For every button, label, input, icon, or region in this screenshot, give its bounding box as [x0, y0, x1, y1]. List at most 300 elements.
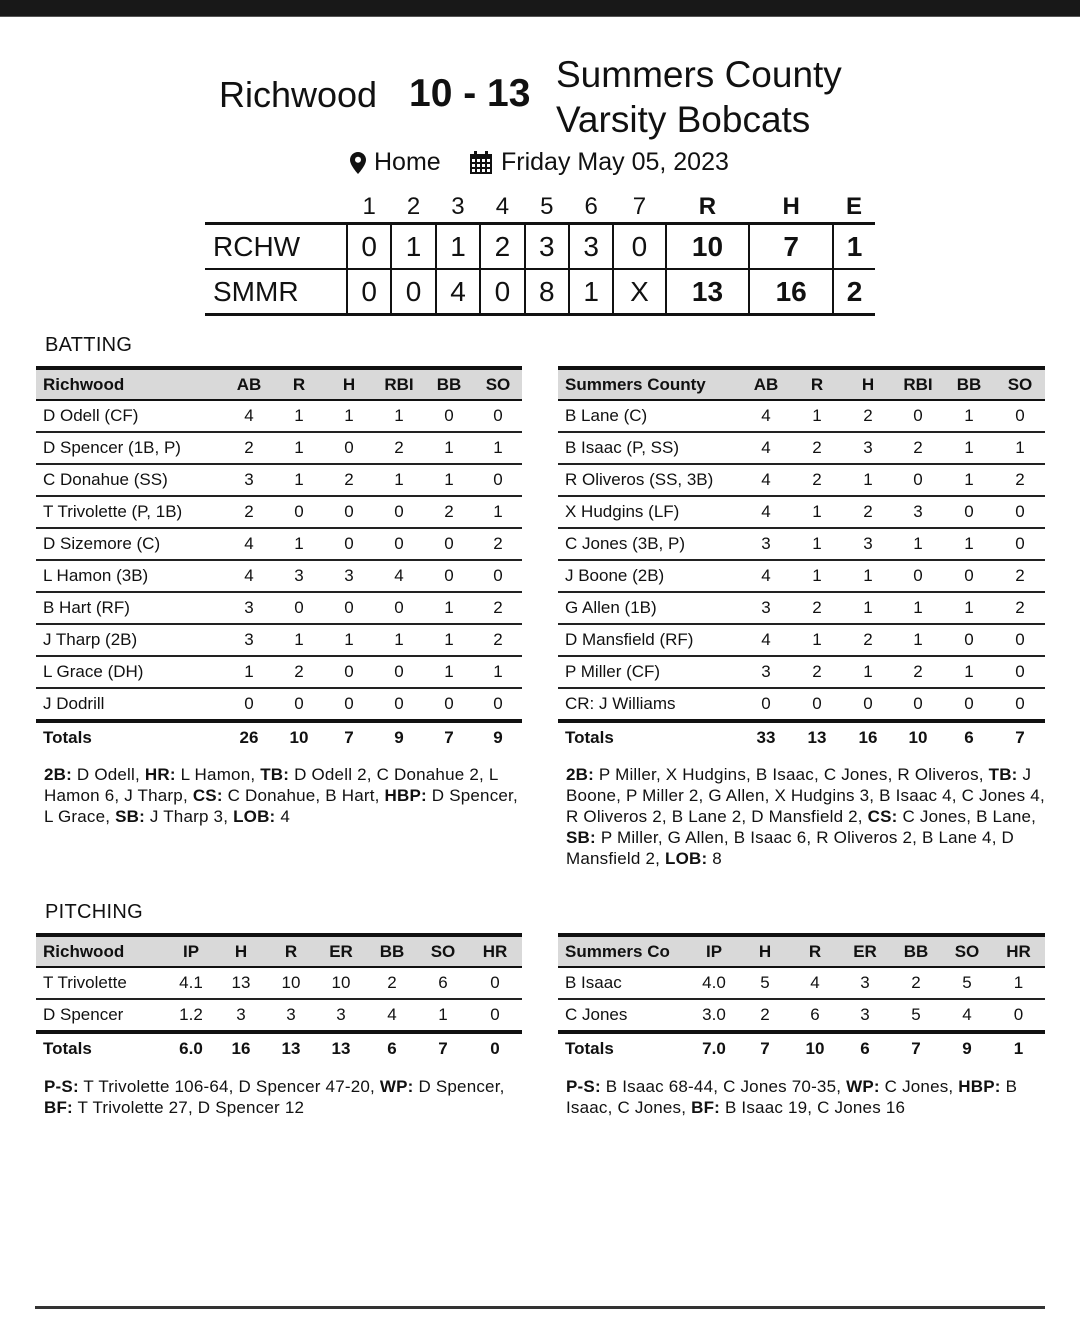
note-text: D Odell, [72, 765, 145, 784]
stat-cell: 4 [790, 967, 840, 999]
stat-header-ip: IP [688, 935, 740, 967]
inning-score: 2 [480, 224, 524, 270]
inning-score: 0 [347, 224, 391, 270]
totals-cell: 7 [438, 1039, 448, 1058]
note-text: 8 [707, 849, 722, 868]
stat-cell: 0 [992, 999, 1045, 1032]
note-text: B Isaac, C Jones, [566, 1077, 1018, 1117]
stat-cell: 2 [843, 400, 893, 432]
stat-cell: 0 [893, 688, 943, 721]
player-name: B Hart (RF) [36, 592, 224, 624]
stat-cell: 0 [274, 496, 324, 528]
stat-header-row [558, 935, 1045, 967]
home-team-name-line2: Varsity Bobcats [556, 99, 811, 140]
note-label: CS: [192, 786, 223, 805]
stat-cell: 0 [893, 560, 943, 592]
stat-header-rbi: RBI [893, 368, 943, 400]
stat-cell: 0 [424, 560, 474, 592]
player-name: B Lane (C) [558, 400, 741, 432]
stat-cell: 1 [324, 624, 374, 656]
note-text: B Isaac 68-44, C Jones 70-35, [600, 1077, 847, 1096]
stat-cell: 2 [366, 967, 418, 999]
stat-cell: 0 [943, 688, 995, 721]
stat-cell: 3.0 [688, 999, 740, 1032]
stat-cell: 0 [943, 496, 995, 528]
inning-header: 4 [495, 193, 510, 220]
linescore-header-row [205, 192, 875, 224]
totals-label: Totals [565, 728, 614, 747]
stat-cell: 0 [474, 688, 522, 721]
totals-row [558, 721, 1045, 753]
runs-total: 10 [666, 224, 750, 270]
map-pin-icon [350, 152, 366, 174]
linescore-row-away [205, 224, 875, 270]
stat-cell: 4.1 [166, 967, 216, 999]
stat-cell: 1 [474, 432, 522, 464]
inning-score: 3 [569, 224, 613, 270]
stat-cell: 1 [424, 624, 474, 656]
stat-cell: 1 [943, 400, 995, 432]
note-text: C Jones, [879, 1077, 959, 1096]
stat-cell: 1 [224, 656, 274, 688]
home-team-name-line1: Summers County [556, 54, 842, 95]
note-label: SB: [115, 807, 145, 826]
stat-cell: 3 [316, 999, 366, 1032]
inning-score: 0 [613, 224, 665, 270]
inning-score: 1 [391, 224, 435, 270]
player-row [558, 999, 1045, 1032]
stat-cell: 0 [995, 496, 1045, 528]
stat-cell: 0 [943, 560, 995, 592]
stat-cell: 1 [374, 464, 424, 496]
player-name: X Hudgins (LF) [558, 496, 741, 528]
stat-cell: 0 [995, 624, 1045, 656]
player-row [558, 400, 1045, 432]
stat-cell: 0 [324, 592, 374, 624]
stat-header-h: H [740, 935, 790, 967]
player-name: L Hamon (3B) [36, 560, 224, 592]
player-name: D Odell (CF) [36, 400, 224, 432]
player-name: D Spencer (1B, P) [36, 432, 224, 464]
stat-cell: 0 [374, 688, 424, 721]
stat-header-so: SO [418, 935, 468, 967]
stat-header-ab: AB [224, 368, 274, 400]
stat-cell: 1 [474, 656, 522, 688]
note-label: WP: [379, 1077, 414, 1096]
player-row [36, 688, 522, 721]
stat-cell: 5 [942, 967, 992, 999]
stat-cell: 0 [474, 400, 522, 432]
stat-cell: 4 [224, 560, 274, 592]
stat-cell: 10 [266, 967, 316, 999]
stat-cell: 0 [274, 592, 324, 624]
stat-cell: 1 [943, 464, 995, 496]
errors-header: E [846, 193, 863, 220]
inning-score: 0 [347, 269, 391, 315]
linescore-team: SMMR [205, 269, 347, 315]
inning-score: X [613, 269, 665, 315]
stat-cell: 1 [274, 528, 324, 560]
batting-table-home [558, 366, 1045, 753]
stat-cell: 1 [424, 432, 474, 464]
stat-cell: 3 [741, 656, 791, 688]
stat-cell: 1 [893, 528, 943, 560]
bottom-divider [35, 1306, 1045, 1309]
stat-cell: 2 [791, 464, 843, 496]
stat-cell: 1 [274, 624, 324, 656]
inning-score: 3 [525, 224, 569, 270]
totals-cell: 13 [281, 1039, 301, 1058]
hits-header: H [782, 193, 800, 220]
game-location [350, 148, 441, 177]
stat-cell: 0 [324, 688, 374, 721]
totals-cell: 7 [344, 728, 354, 747]
runs-total: 13 [666, 269, 750, 315]
stat-cell: 3 [741, 592, 791, 624]
totals-cell: 16 [858, 728, 878, 747]
stat-cell: 1 [474, 496, 522, 528]
stat-cell: 2 [740, 999, 790, 1032]
note-label: SB: [566, 828, 596, 847]
note-label: 2B: [566, 765, 594, 784]
totals-row [558, 1032, 1045, 1064]
totals-cell: 0 [490, 1039, 500, 1058]
player-row [36, 528, 522, 560]
stat-cell: 2 [474, 528, 522, 560]
stat-cell: 0 [995, 528, 1045, 560]
note-label: CS: [867, 807, 898, 826]
stat-header-r: R [274, 368, 324, 400]
stat-cell: 3 [224, 592, 274, 624]
stat-cell: 1 [943, 592, 995, 624]
inning-score: 1 [569, 269, 613, 315]
note-label: TB: [988, 765, 1018, 784]
note-label: LOB: [233, 807, 276, 826]
player-name: R Oliveros (SS, 3B) [558, 464, 741, 496]
totals-cell: 13 [331, 1039, 351, 1058]
note-label: P-S: [44, 1077, 79, 1096]
player-name: L Grace (DH) [36, 656, 224, 688]
location-text: Home [374, 148, 441, 176]
note-text: P Miller, X Hudgins, B Isaac, C Jones, R Oliveros, [594, 765, 989, 784]
stat-header-team: Richwood [36, 935, 166, 967]
totals-cell: 6 [964, 728, 974, 747]
totals-cell: 7 [444, 728, 454, 747]
stat-cell: 0 [224, 688, 274, 721]
stat-cell: 2 [791, 432, 843, 464]
errors-total: 2 [833, 269, 875, 315]
stat-cell: 2 [893, 432, 943, 464]
stat-cell: 0 [374, 656, 424, 688]
totals-cell: 10 [908, 728, 928, 747]
player-name: D Mansfield (RF) [558, 624, 741, 656]
stat-cell: 2 [995, 560, 1045, 592]
note-text: C Jones, B Lane, [897, 807, 1037, 826]
totals-cell: 6 [860, 1039, 870, 1058]
stat-cell: 5 [740, 967, 790, 999]
stat-cell: 0 [424, 400, 474, 432]
stat-cell: 13 [216, 967, 266, 999]
note-label: BF: [691, 1098, 721, 1117]
player-row [558, 560, 1045, 592]
stat-cell: 10 [316, 967, 366, 999]
stat-cell: 3 [216, 999, 266, 1032]
stat-cell: 4 [741, 560, 791, 592]
totals-cell: 1 [1013, 1039, 1024, 1058]
player-row [36, 400, 522, 432]
stat-cell: 3 [266, 999, 316, 1032]
stat-cell: 4 [942, 999, 992, 1032]
hits-total: 16 [749, 269, 833, 315]
stat-cell: 0 [324, 528, 374, 560]
stat-cell: 2 [791, 592, 843, 624]
totals-row [36, 1032, 522, 1064]
totals-row [36, 721, 522, 753]
totals-cell: 10 [805, 1039, 825, 1058]
totals-cell: 26 [239, 728, 259, 747]
totals-label: Totals [43, 728, 92, 747]
linescore-header-team [205, 192, 347, 224]
stat-header-er: ER [316, 935, 366, 967]
stat-cell: 4 [224, 528, 274, 560]
stat-header-rbi: RBI [374, 368, 424, 400]
stat-cell: 2 [324, 464, 374, 496]
stat-cell: 4.0 [688, 967, 740, 999]
totals-cell: 9 [394, 728, 404, 747]
player-row [558, 496, 1045, 528]
stat-header-row [558, 368, 1045, 400]
note-label: HR: [144, 765, 176, 784]
stat-cell: 0 [374, 496, 424, 528]
note-label: TB: [260, 765, 290, 784]
pitching-table-home [558, 933, 1045, 1064]
stat-cell: 1 [424, 464, 474, 496]
player-name: C Jones (3B, P) [558, 528, 741, 560]
stat-cell: 1 [943, 656, 995, 688]
stat-cell: 1 [274, 432, 324, 464]
stat-header-bb: BB [890, 935, 942, 967]
stat-cell: 2 [893, 656, 943, 688]
stat-header-r: R [266, 935, 316, 967]
stat-header-team: Summers County [558, 368, 741, 400]
stat-cell: 3 [274, 560, 324, 592]
player-row [36, 432, 522, 464]
totals-cell: 7 [911, 1039, 921, 1058]
totals-cell: 10 [289, 728, 309, 747]
stat-cell: 1 [374, 624, 424, 656]
inning-header: 2 [406, 193, 421, 220]
stat-header-h: H [843, 368, 893, 400]
totals-cell: 33 [756, 728, 776, 747]
stat-cell: 2 [424, 496, 474, 528]
player-row [36, 999, 522, 1032]
errors-total: 1 [833, 224, 875, 270]
player-name: J Dodrill [36, 688, 224, 721]
stat-cell: 1 [274, 400, 324, 432]
player-name: B Isaac [558, 967, 688, 999]
player-name: CR: J Williams [558, 688, 741, 721]
stat-cell: 1 [274, 464, 324, 496]
stat-cell: 0 [424, 528, 474, 560]
stat-cell: 0 [893, 400, 943, 432]
stat-cell: 4 [741, 496, 791, 528]
player-row [36, 464, 522, 496]
date-text: Friday May 05, 2023 [501, 148, 729, 176]
linescore-row-home [205, 269, 875, 315]
stat-header-bb: BB [424, 368, 474, 400]
stat-cell: 3 [741, 528, 791, 560]
stat-header-row [36, 935, 522, 967]
stat-cell: 4 [366, 999, 418, 1032]
note-text: D Spencer, L Grace, [44, 786, 518, 826]
stat-header-row [36, 368, 522, 400]
pitching-section-title: PITCHING [45, 901, 143, 923]
pitching-notes-home [566, 1076, 1036, 1118]
player-name: J Tharp (2B) [36, 624, 224, 656]
player-row [36, 624, 522, 656]
stat-cell: 3 [840, 967, 890, 999]
stat-cell: 3 [840, 999, 890, 1032]
player-row [36, 496, 522, 528]
stat-cell: 0 [424, 688, 474, 721]
player-name: D Sizemore (C) [36, 528, 224, 560]
stat-cell: 0 [893, 464, 943, 496]
inning-header: 1 [362, 193, 376, 220]
totals-cell: 7 [760, 1039, 770, 1058]
stat-header-bb: BB [366, 935, 418, 967]
stat-header-hr: HR [992, 935, 1045, 967]
stat-cell: 0 [468, 967, 522, 999]
stat-cell: 1 [995, 432, 1045, 464]
inning-header: 7 [632, 193, 647, 220]
stat-cell: 1 [791, 496, 843, 528]
stat-header-r: R [790, 935, 840, 967]
stat-cell: 2 [890, 967, 942, 999]
player-name: T Trivolette [36, 967, 166, 999]
stat-cell: 0 [474, 560, 522, 592]
batting-table-away [36, 366, 522, 753]
stat-cell: 0 [324, 496, 374, 528]
stat-cell: 4 [741, 432, 791, 464]
stat-cell: 2 [474, 624, 522, 656]
linescore-table [205, 192, 875, 316]
stat-cell: 1 [424, 656, 474, 688]
hits-total: 7 [749, 224, 833, 270]
stat-cell: 3 [843, 528, 893, 560]
inning-score: 8 [525, 269, 569, 315]
stat-header-er: ER [840, 935, 890, 967]
player-name: P Miller (CF) [558, 656, 741, 688]
totals-cell: 16 [231, 1039, 251, 1058]
stat-cell: 0 [791, 688, 843, 721]
note-label: HBP: [958, 1077, 1001, 1096]
player-name: C Donahue (SS) [36, 464, 224, 496]
totals-cell: 9 [493, 728, 503, 747]
totals-cell: 13 [807, 728, 827, 747]
note-text: C Donahue, B Hart, [222, 786, 385, 805]
stat-cell: 2 [224, 432, 274, 464]
stat-cell: 1 [791, 560, 843, 592]
note-text: 4 [275, 807, 290, 826]
player-row [558, 624, 1045, 656]
note-text: B Isaac 19, C Jones 16 [720, 1098, 906, 1117]
stat-cell: 4 [224, 400, 274, 432]
stat-header-r: R [791, 368, 843, 400]
stat-cell: 4 [374, 560, 424, 592]
stat-cell: 1 [324, 400, 374, 432]
stat-cell: 2 [791, 656, 843, 688]
stat-cell: 6 [790, 999, 840, 1032]
stat-header-so: SO [942, 935, 992, 967]
inning-header: 6 [584, 193, 598, 220]
note-label: HBP: [384, 786, 427, 805]
stat-cell: 4 [741, 624, 791, 656]
totals-cell: 7.0 [702, 1039, 726, 1058]
stat-cell: 0 [374, 592, 424, 624]
final-score: 10 - 13 [409, 72, 531, 115]
player-row [558, 656, 1045, 688]
note-label: LOB: [664, 849, 708, 868]
player-row [36, 592, 522, 624]
stat-cell: 1 [791, 400, 843, 432]
home-team-name [556, 52, 842, 142]
totals-cell: 9 [962, 1039, 972, 1058]
stat-cell: 3 [324, 560, 374, 592]
stat-cell: 1 [893, 624, 943, 656]
game-date [469, 148, 729, 177]
stat-cell: 0 [474, 464, 522, 496]
stat-cell: 0 [843, 688, 893, 721]
totals-cell: 7 [1015, 728, 1025, 747]
player-name: G Allen (1B) [558, 592, 741, 624]
stat-cell: 1 [374, 400, 424, 432]
player-row [558, 592, 1045, 624]
stat-cell: 0 [995, 688, 1045, 721]
player-name: T Trivolette (P, 1B) [36, 496, 224, 528]
stat-cell: 1 [791, 528, 843, 560]
player-row [558, 464, 1045, 496]
stat-cell: 0 [374, 528, 424, 560]
stat-cell: 2 [274, 656, 324, 688]
note-text: J Tharp 3, [144, 807, 234, 826]
stat-header-h: H [324, 368, 374, 400]
stat-cell: 1 [843, 560, 893, 592]
stat-cell: 4 [741, 464, 791, 496]
note-label: WP: [846, 1077, 880, 1096]
inning-header: 5 [540, 193, 554, 220]
stat-cell: 0 [995, 656, 1045, 688]
stat-cell: 1 [843, 656, 893, 688]
stat-header-ab: AB [741, 368, 791, 400]
stat-cell: 3 [843, 432, 893, 464]
pitching-notes-away [44, 1076, 514, 1118]
stat-cell: 2 [374, 432, 424, 464]
player-row [36, 656, 522, 688]
stat-header-hr: HR [468, 935, 522, 967]
stat-cell: 3 [893, 496, 943, 528]
stat-cell: 3 [224, 624, 274, 656]
stat-cell: 3 [224, 464, 274, 496]
stat-cell: 1 [843, 592, 893, 624]
batting-notes-home [566, 764, 1046, 869]
away-team-name: Richwood [219, 74, 378, 115]
note-text: T Trivolette 27, D Spencer 12 [72, 1098, 305, 1117]
stat-cell: 2 [995, 592, 1045, 624]
inning-score: 4 [436, 269, 480, 315]
player-row [558, 528, 1045, 560]
stat-cell: 1 [424, 592, 474, 624]
totals-cell: 6 [387, 1039, 397, 1058]
